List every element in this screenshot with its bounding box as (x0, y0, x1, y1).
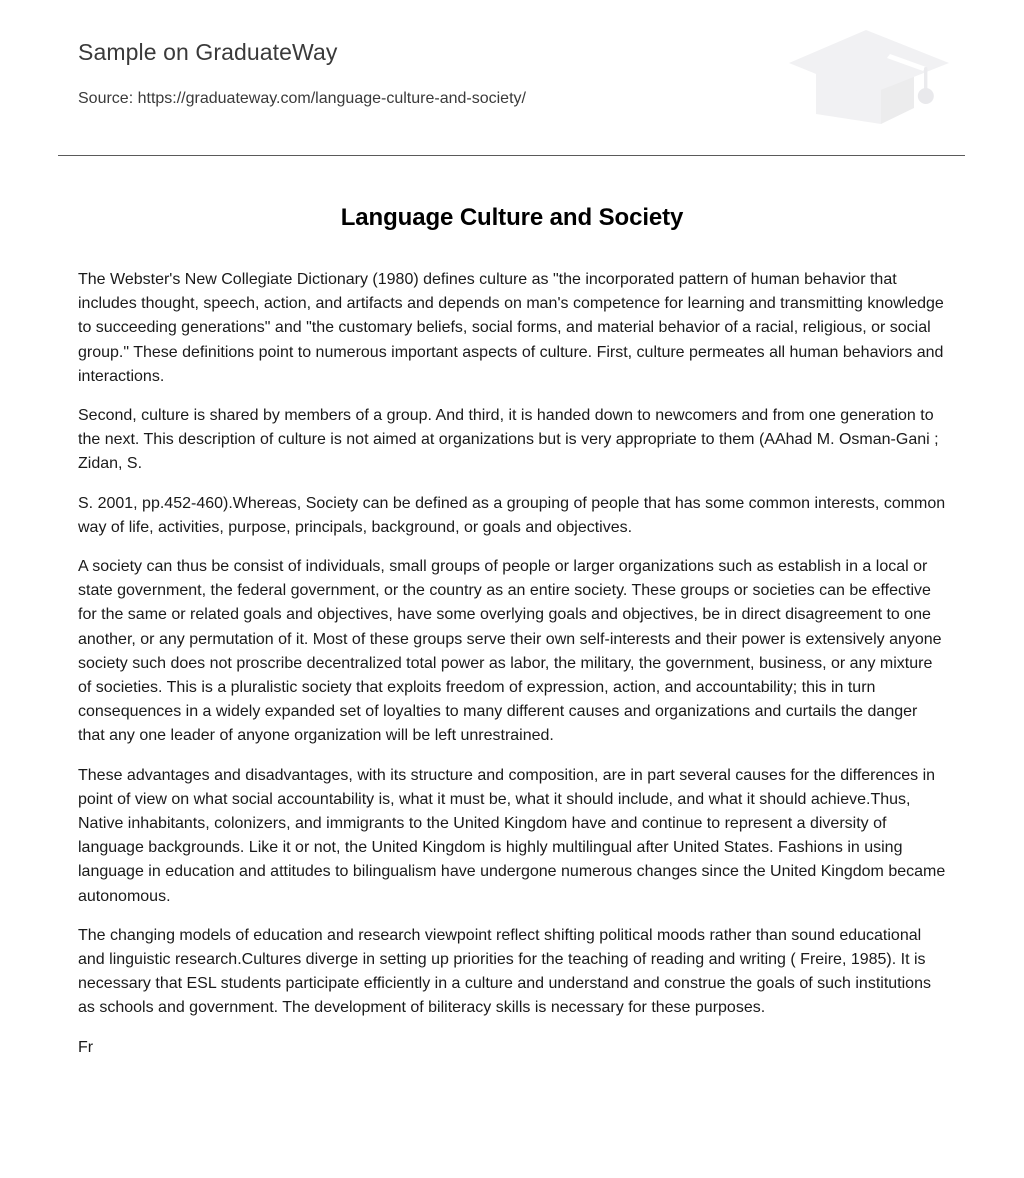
paragraph: These advantages and disadvantages, with its structure and composition, are in part several causes for the differences in point of view on what social accountability is, what it must be, what it should include, and what it should achieve.Thus, Native inhabitants, colonizers, and immigrants to the United Kingdom have and continue to represent a diversity of language backgrounds. Like it or not, the United Kingdom is highly multilingual after United States. Fashions in using language in education and attitudes to bilingualism have undergone numerous changes since the United Kingdom became autonomous. (78, 766, 946, 905)
source-url[interactable]: https://graduateway.com/language-culture-and-society/ (137, 90, 526, 107)
document-body (78, 176, 946, 1060)
page-title: Language Culture and Society (340, 204, 684, 231)
paragraph: The changing models of education and research viewpoint reflect shifting political moods rather than sound educational and linguistic research.Cultures diverge in setting up priorities for the teaching of reading and writing ( Freire, 1985). It is necessary that ESL students participate efficiently in a culture and understand and construe the goals of such institutions as schools and government. The development of biliteracy skills is necessary for these purposes. (78, 926, 931, 1017)
paragraph: A society can thus be consist of individuals, small groups of people or larger organizations such as establish in a local or state government, the federal government, or the country as an entire society. These groups or societies can be effective for the same or related goals and objectives, have some overlying goals and objectives, be in direct disagreement to one another, or any permutation of it. Most of these groups serve their own self-interests and their power is extensively anyone society such does not proscribe decentralized total power as labor, the military, the government, business, or any mixture of societies. This is a pluralistic society that exploits freedom of expression, action, and accountability; this in turn consequences in a widely expanded set of loyalties to many different causes and organizations and curtails the danger that any one leader of anyone organization will be left unrestrained. (78, 558, 942, 745)
source-line (78, 88, 526, 110)
source-label: Source: (78, 90, 134, 107)
graduation-cap-icon (786, 26, 952, 124)
paragraph: Second, culture is shared by members of a group. And third, it is handed down to newcomers and from one generation to the next. This description of culture is not aimed at organizations but is very appropriate to them (AAhad M. Osman-Gani ; Zidan, S. (78, 407, 939, 473)
article-text (78, 268, 946, 1060)
paragraph: The Webster's New Collegiate Dictionary (1980) defines culture as "the incorporated pattern of human behavior that includes thought, speech, action, and artifacts and depends on man's competence for learning and transmitting knowledge to succeeding generations" and "the customary beliefs, social forms, and material behavior of a racial, religious, or social group." These definitions point to numerous important aspects of culture. First, culture permeates all human behaviors and interactions. (78, 271, 944, 385)
header-divider (58, 155, 965, 156)
paragraph-truncated: Fr (78, 1038, 94, 1056)
paragraph: S. 2001, pp.452-460).Whereas, Society can be defined as a grouping of people that has some common interests, common way of life, activities, purpose, principals, background, or goals and objectives. (78, 494, 946, 536)
brand-title: Sample on GraduateWay (78, 39, 338, 65)
page-header (0, 0, 1024, 156)
